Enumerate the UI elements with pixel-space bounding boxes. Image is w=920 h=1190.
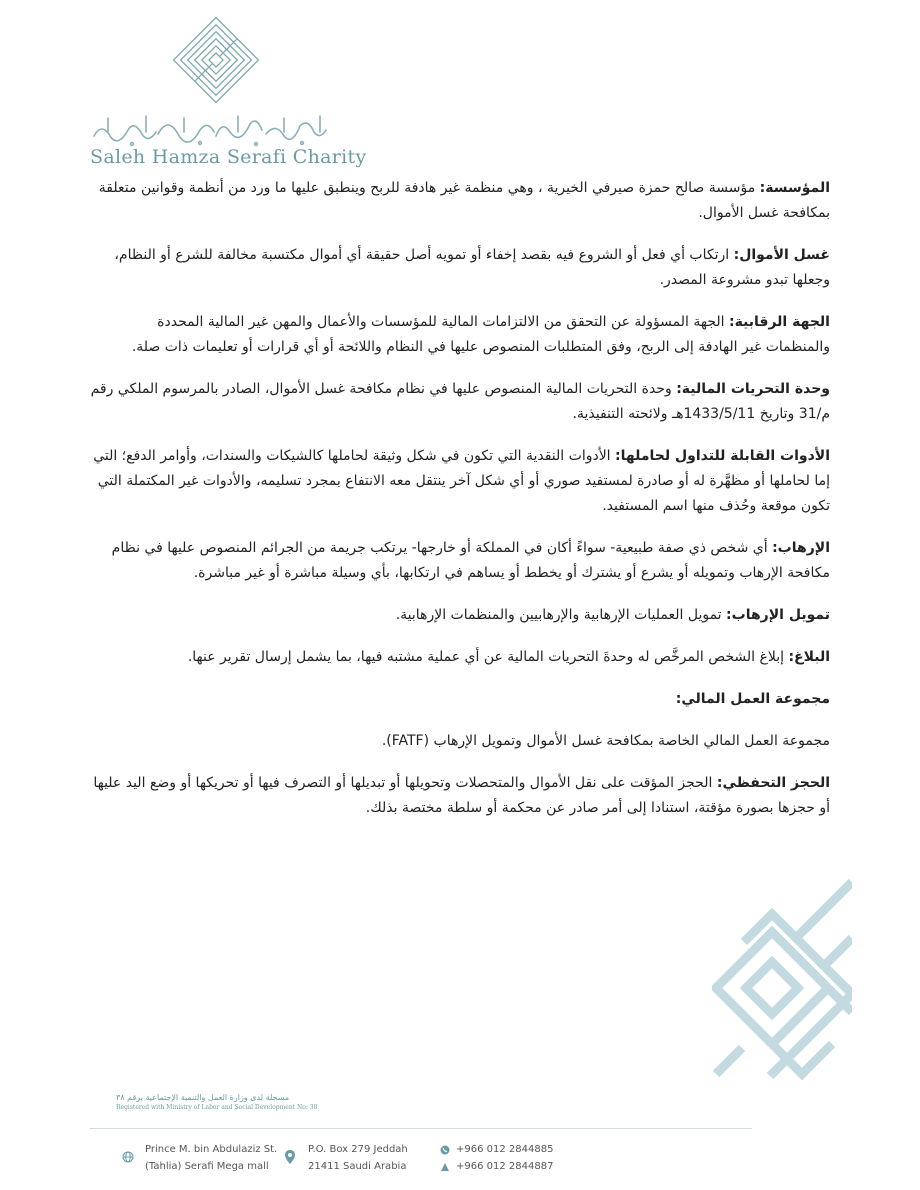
pobox-line-2: 21411 Saudi Arabia [308,1161,407,1172]
definition-text: وحدة التحريات المالية المنصوص عليها في نظام مكافحة غسل الأموال، الصادر بالمرسوم الملكي رقم م/31 وتاريخ 1433/5/11هـ ولائحته التنفيذية. [90,381,830,422]
definition-term: مجموعة العمل المالي: [675,691,830,707]
definition-fatf-heading [90,687,830,712]
definition-term: الأدوات القابلة للتداول لحاملها: [615,448,830,464]
footer-divider [90,1128,752,1129]
definition-text: ارتكاب أي فعل أو الشروع فيه بقصد إخفاء أو تمويه أصل حقيقة أي أموال مكتسبة مخالفة للشرع أو النظام، وجعلها تبدو مشروعة المصدر. [114,247,830,288]
definition-term: المؤسسة: [759,180,830,196]
decorative-pattern [712,878,852,1100]
definition-text: إبلاغ الشخص المرخَّص له وحدةَ التحريات المالية عن أي عملية مشتبه فيها، بما يشمل إرسال تقرير عنها. [187,649,784,665]
definition-text: الحجز المؤقت على نقل الأموال والمتحصلات وتحويلها أو تبديلها أو التصرف فيها أو تحريكها أو وضع اليد عليها أو حجزها بصورة مؤقتة، استنادا إلى أمر صادر عن محكمة أو سلطة مختصة بذلك. [93,775,830,816]
definition-precautionary-seizure [90,771,830,821]
definition-term: تمويل الإرهاب: [726,607,830,623]
definition-fiu [90,377,830,427]
definition-term: الإرهاب: [772,540,830,556]
definition-terrorism-financing [90,603,830,628]
map-pin-icon [284,1149,296,1165]
definition-fatf-text [90,729,830,754]
definition-term: الجهة الرقابية: [728,314,830,330]
definition-report [90,645,830,670]
footer [0,1141,920,1181]
registration-notice [116,1092,317,1112]
registration-arabic: مسجلة لدى وزارة العمل والتنمية الإجتماعية برقم ٣٨ [116,1093,290,1102]
footer-contacts [456,1141,553,1175]
definition-term: وحدة التحريات المالية: [676,381,830,397]
definition-text: مجموعة العمل المالي الخاصة بمكافحة غسل الأموال وتمويل الإرهاب (FATF). [381,733,830,749]
definition-money-laundering [90,243,830,293]
pobox-line-1: P.O. Box 279 Jeddah [308,1144,408,1155]
address-line-1: Prince M. bin Abdulaziz St. [145,1144,278,1155]
definitions-list [90,176,830,838]
definition-text: أي شخص ذي صفة طبيعية- سواءً أكان في المملكة أو خارجها- يرتكب جريمة من الجرائم المنصوص عليها في نظام مكافحة الإرهاب وتمويله أو يشرع أو يشترك أو يخطط أو يساهم في ارتكابها، بأي وسيلة مباشرة أو غير مباشرة. [111,540,830,581]
registration-english: Registered with Ministry of Labor and Social Development No: 38 [116,1104,318,1111]
footer-address [145,1141,277,1175]
definition-term: غسل الأموال: [733,247,830,263]
brand-name-english: Saleh Hamza Serafi Charity [90,146,367,168]
definition-text: تمويل العمليات الإرهابية والإرهابيين والمنظمات الإرهابية. [395,607,722,623]
address-line-2: (Tahlia) Serafi Mega mall [145,1161,269,1172]
fax-icon [440,1162,450,1172]
fax-number[interactable]: +966 012 2844887 [456,1161,554,1172]
definition-terrorism [90,536,830,586]
definition-foundation [90,176,830,226]
arabic-calligraphy-logotype [88,110,334,148]
footer-pobox [308,1141,408,1175]
definition-supervisory-body [90,310,830,360]
definition-text: مؤسسة صالح حمزة صيرفي الخيرية ، وهي منظمة غير هادفة للربح وينطبق عليها ما ورد من أنظمة وقوانين متعلقة بمكافحة غسل الأموال. [98,180,830,221]
definition-term: البلاغ: [788,649,830,665]
phone-icon [440,1145,450,1155]
definition-bearer-instruments [90,444,830,519]
globe-icon [122,1151,134,1163]
definition-text: الجهة المسؤولة عن التحقق من الالتزامات المالية للمؤسسات والأعمال والمهن غير المالية المحددة والمنظمات غير الهادفة إلى الربح، وفق المتطلبات المنصوص عليها في النظام واللائحة أو أي قرارات أو تعليمات ذات صلة. [131,314,830,355]
phone-number[interactable]: +966 012 2844885 [456,1144,554,1155]
definition-text: الأدوات النقدية التي تكون في شكل وثيقة لحاملها كالشيكات والسندات، وأوامر الدفع؛ التي إما لحاملها أو مظهَّرة له أو صادرة لمستفيد صوري أو أي شكل آخر ينتقل معه الانتفاع بمجرد تسليمه، والأدوات غير المكتملة التي تكون موقعة وحُذف منها اسم المستفيد. [93,448,830,514]
charity-logo [170,14,262,106]
definition-term: الحجز التحفظي: [716,775,830,791]
